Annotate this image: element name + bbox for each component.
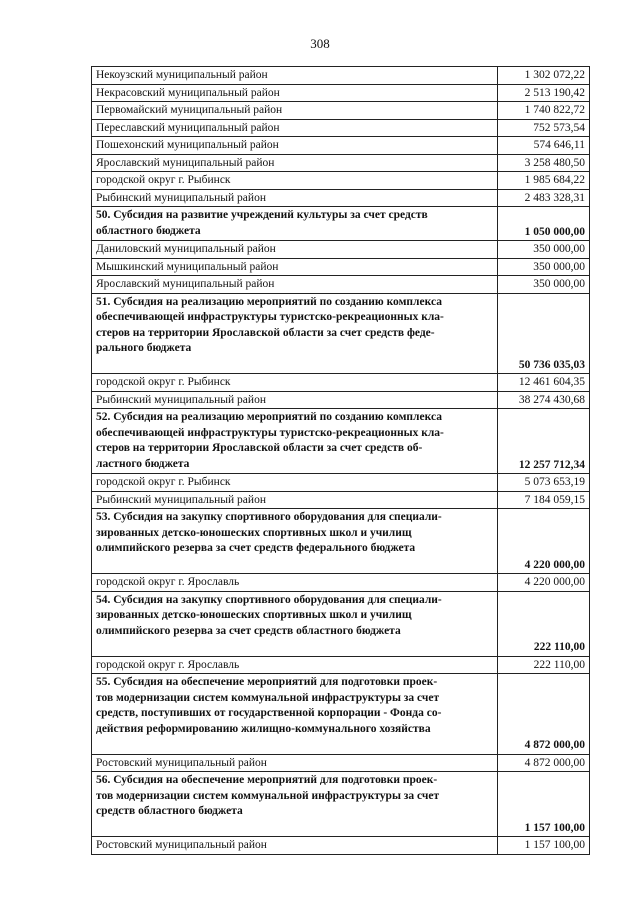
recipient-amount: 350 000,00 xyxy=(498,241,590,259)
recipient-name-cell xyxy=(92,754,498,772)
subsidy-total-amount: 4 872 000,00 xyxy=(498,674,590,755)
recipient-name: городской округ г. Ярославль xyxy=(96,576,240,588)
recipient-name: городской округ г. Ярославль xyxy=(96,658,240,671)
recipient-amount: 2 483 328,31 xyxy=(498,189,590,207)
subsidy-title-line: 55. Субсидия на обеспечение мероприятий для подготовки проек- xyxy=(96,676,438,688)
subsidy-title-line: областного бюджета xyxy=(96,224,201,237)
recipient-amount: 3 258 480,50 xyxy=(498,154,590,172)
subsidy-title-line: стеров на территории Ярославской области за счет средств об- xyxy=(96,442,423,454)
subsidy-title-line xyxy=(96,357,493,373)
subsidy-title-line xyxy=(96,820,493,836)
recipient-name: Ростовский муниципальный район xyxy=(96,756,267,769)
subsidy-total-amount: 50 736 035,03 xyxy=(498,293,590,374)
recipient-name-cell xyxy=(92,574,498,592)
subsidy-heading-row xyxy=(92,772,590,837)
subsidy-heading-row xyxy=(92,207,590,241)
recipient-name-cell xyxy=(92,241,498,259)
subsidy-title-line: зированных детско-юношеских спортивных школ и училищ xyxy=(96,609,412,621)
recipient-row xyxy=(92,574,590,592)
recipient-amount: 12 461 604,35 xyxy=(498,374,590,392)
subsidy-total-amount: 1 157 100,00 xyxy=(498,772,590,837)
subsidy-title-line: 53. Субсидия на закупку спортивного оборудования для специали- xyxy=(96,511,442,523)
subsidy-title-line: олимпийского резерва за счет средств областного бюджета xyxy=(96,624,401,637)
recipient-name: Переславский муниципальный район xyxy=(96,121,280,134)
recipient-amount: 5 073 653,19 xyxy=(498,474,590,492)
recipient-row xyxy=(92,474,590,492)
recipient-name: Первомайский муниципальный район xyxy=(96,104,283,116)
recipient-amount: 1 157 100,00 xyxy=(498,837,590,855)
recipient-name: Рыбинский муниципальный район xyxy=(96,191,266,204)
recipient-name: Рыбинский муниципальный район xyxy=(96,393,266,406)
recipient-name: Рыбинский муниципальный район xyxy=(96,493,266,506)
subsidy-title-line xyxy=(96,737,493,753)
recipient-name: Даниловский муниципальный район xyxy=(96,243,276,255)
recipient-amount: 1 985 684,22 xyxy=(498,172,590,190)
recipient-amount: 222 110,00 xyxy=(498,656,590,674)
recipient-row xyxy=(92,656,590,674)
subsidy-heading-row xyxy=(92,409,590,474)
recipient-name: Ярославский муниципальный район xyxy=(96,156,275,169)
recipient-amount: 4 220 000,00 xyxy=(498,574,590,592)
recipient-row xyxy=(92,837,590,855)
subsidy-table-body xyxy=(92,67,590,855)
recipient-amount: 1 740 822,72 xyxy=(498,102,590,120)
recipient-amount: 574 646,11 xyxy=(498,137,590,155)
recipient-name-cell xyxy=(92,119,498,137)
recipient-row xyxy=(92,754,590,772)
recipient-amount: 4 872 000,00 xyxy=(498,754,590,772)
recipient-name: Некрасовский муниципальный район xyxy=(96,86,280,99)
recipient-row xyxy=(92,374,590,392)
recipient-row xyxy=(92,172,590,190)
recipient-row xyxy=(92,189,590,207)
subsidy-title-line: 56. Субсидия на обеспечение мероприятий для подготовки проек- xyxy=(96,774,438,786)
recipient-amount: 2 513 190,42 xyxy=(498,84,590,102)
subsidy-title-line: тов модернизации систем коммунальной инфраструктуры за счет xyxy=(96,691,440,704)
recipient-amount: 38 274 430,68 xyxy=(498,391,590,409)
subsidy-title-cell xyxy=(92,293,498,374)
recipient-name: Мышкинский муниципальный район xyxy=(96,260,279,273)
subsidy-heading-row xyxy=(92,591,590,656)
subsidy-title-line: средств, поступивших от государственной корпорации - Фонда со- xyxy=(96,707,442,719)
recipient-row xyxy=(92,258,590,276)
recipient-name-cell xyxy=(92,67,498,85)
recipient-row xyxy=(92,137,590,155)
subsidy-title-line: олимпийского резерва за счет средств федерального бюджета xyxy=(96,542,416,554)
recipient-row xyxy=(92,154,590,172)
subsidy-title-line: 52. Субсидия на реализацию мероприятий по созданию комплекса xyxy=(96,411,442,423)
recipient-name-cell xyxy=(92,172,498,190)
subsidy-table xyxy=(91,66,590,855)
subsidy-title-line: действия реформированию жилищно-коммунального хозяйства xyxy=(96,722,431,735)
subsidy-total-amount: 222 110,00 xyxy=(498,591,590,656)
recipient-row xyxy=(92,119,590,137)
subsidy-title-line: обеспечивающей инфраструктуры туристско-рекреационных кла- xyxy=(96,426,444,439)
recipient-amount: 7 184 059,15 xyxy=(498,491,590,509)
subsidy-title-line: ластного бюджета xyxy=(96,457,190,470)
recipient-name-cell xyxy=(92,837,498,855)
subsidy-title-line: зированных детско-юношеских спортивных школ и училищ xyxy=(96,526,412,539)
subsidy-title-line xyxy=(96,639,493,655)
recipient-name-cell xyxy=(92,258,498,276)
subsidy-title-line: тов модернизации систем коммунальной инфраструктуры за счет xyxy=(96,789,440,802)
recipient-name: Ростовский муниципальный район xyxy=(96,839,267,851)
subsidy-heading-row xyxy=(92,509,590,574)
subsidy-title-line: рального бюджета xyxy=(96,342,192,354)
subsidy-title-cell xyxy=(92,207,498,241)
recipient-name: Некоузский муниципальный район xyxy=(96,69,268,81)
recipient-name-cell xyxy=(92,154,498,172)
recipient-name-cell xyxy=(92,474,498,492)
recipient-amount: 1 302 072,22 xyxy=(498,67,590,85)
subsidy-title-cell xyxy=(92,591,498,656)
page-number: 308 xyxy=(310,36,330,51)
recipient-name: городской округ г. Рыбинск xyxy=(96,376,231,388)
subsidy-title-line xyxy=(96,557,493,573)
subsidy-total-amount: 1 050 000,00 xyxy=(498,207,590,241)
subsidy-total-amount: 4 220 000,00 xyxy=(498,509,590,574)
recipient-name-cell xyxy=(92,491,498,509)
recipient-row xyxy=(92,102,590,120)
recipient-row xyxy=(92,491,590,509)
subsidy-title-cell xyxy=(92,674,498,755)
subsidy-title-cell xyxy=(92,409,498,474)
subsidy-title-cell xyxy=(92,772,498,837)
subsidy-title-line: средств областного бюджета xyxy=(96,805,243,817)
subsidy-heading-row xyxy=(92,293,590,374)
recipient-amount: 752 573,54 xyxy=(498,119,590,137)
subsidy-title-line: 54. Субсидия на закупку спортивного оборудования для специали- xyxy=(96,593,442,606)
recipient-name-cell xyxy=(92,189,498,207)
subsidy-title-line: стеров на территории Ярославской области за счет средств феде- xyxy=(96,326,435,339)
subsidy-heading-row xyxy=(92,674,590,755)
recipient-row xyxy=(92,391,590,409)
recipient-amount: 350 000,00 xyxy=(498,276,590,294)
recipient-name-cell xyxy=(92,137,498,155)
recipient-row xyxy=(92,84,590,102)
recipient-name-cell xyxy=(92,374,498,392)
recipient-name: городской округ г. Рыбинск xyxy=(96,476,231,488)
recipient-name: городской округ г. Рыбинск xyxy=(96,174,231,186)
subsidy-title-cell xyxy=(92,509,498,574)
recipient-row xyxy=(92,67,590,85)
recipient-row xyxy=(92,241,590,259)
recipient-name: Ярославский муниципальный район xyxy=(96,278,275,290)
subsidy-title-line: обеспечивающей инфраструктуры туристско-рекреационных кла- xyxy=(96,311,444,323)
recipient-name-cell xyxy=(92,656,498,674)
recipient-name-cell xyxy=(92,102,498,120)
subsidy-total-amount: 12 257 712,34 xyxy=(498,409,590,474)
subsidy-title-line: 51. Субсидия на реализацию мероприятий по созданию комплекса xyxy=(96,295,442,308)
recipient-name-cell xyxy=(92,276,498,294)
recipient-row xyxy=(92,276,590,294)
recipient-name: Пошехонский муниципальный район xyxy=(96,139,279,151)
recipient-amount: 350 000,00 xyxy=(498,258,590,276)
recipient-name-cell xyxy=(92,84,498,102)
subsidy-title-line: 50. Субсидия на развитие учреждений культуры за счет средств xyxy=(96,209,428,221)
recipient-name-cell xyxy=(92,391,498,409)
